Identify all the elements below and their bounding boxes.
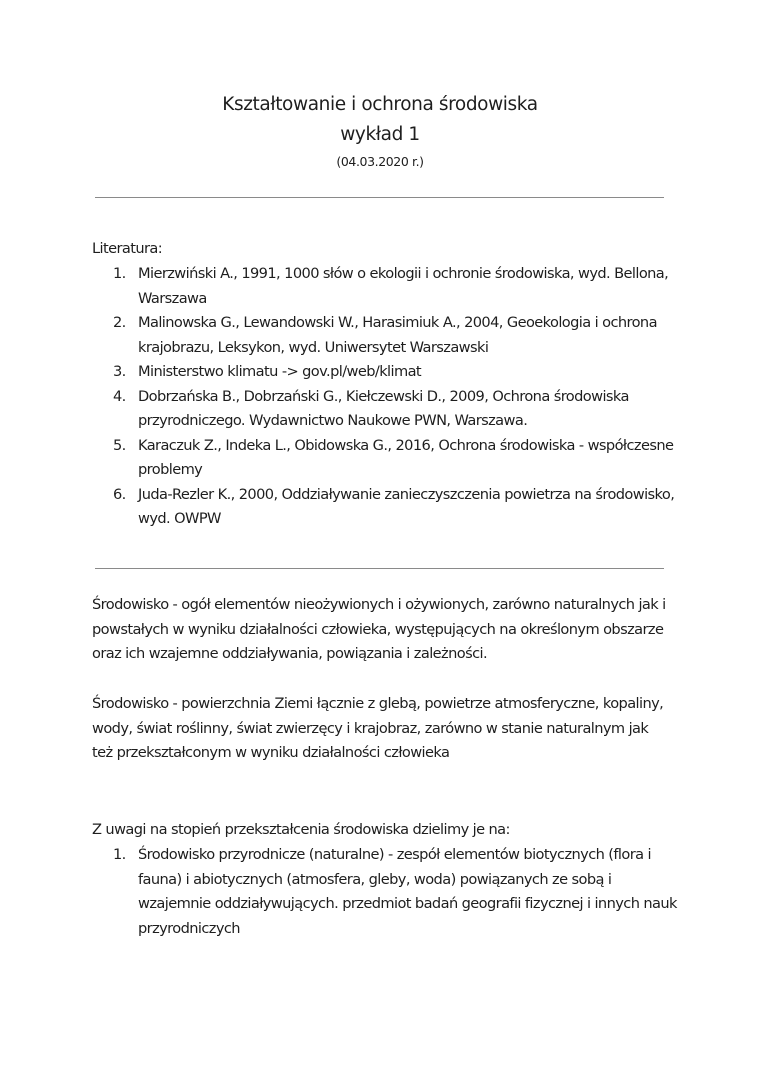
literature-item	[92, 385, 686, 434]
definition-text: Środowisko - ogół elementów nieożywionych i ożywionych, zarówno naturalnych jak i powstałych w wyniku działalności człowieka, występujących na określonym obszarze oraz ich wzajemne oddziaływania, powiązania i zależności.	[92, 596, 666, 662]
document-title: Kształtowanie i ochrona środowiska	[222, 94, 538, 115]
literature-item	[92, 360, 686, 385]
list-number: 1.	[113, 265, 126, 282]
division-heading: Z uwagi na stopień przekształcenia środowiska dzielimy je na:	[92, 821, 510, 838]
list-number: 6.	[113, 485, 126, 503]
list-number: 4.	[113, 387, 126, 405]
division-text: Środowisko przyrodnicze (naturalne) - zespół elementów biotycznych (flora i fauna) i abiotycznych (atmosfera, gleby, woda) powiązanych ze sobą i wzajemnie oddziaływujących. przedmiot badań geografii fizycznej i innych nauk przyrodniczych	[138, 846, 677, 937]
literature-text: Mierzwiński A., 1991, 1000 słów o ekologii i ochronie środowiska, wyd. Bellona, Warszawa	[138, 265, 669, 307]
literature-text: Karaczuk Z., Indeka L., Obidowska G., 2016, Ochrona środowiska - współczesne problemy	[138, 436, 674, 478]
literature-item	[92, 311, 686, 360]
literature-list	[92, 262, 675, 532]
lecture-number: wykład 1	[340, 124, 420, 145]
lecture-date: (04.03.2020 r.)	[336, 154, 424, 169]
divider-middle	[95, 568, 664, 569]
definition-paragraph-2	[92, 692, 672, 766]
list-number: 2.	[113, 314, 126, 331]
definition-text: Środowisko - powierzchnia Ziemi łącznie z glebą, powietrze atmosferyczne, kopaliny, wody, świat roślinny, świat zwierzęcy i krajobraz, zarówno w stanie naturalnym jak też przekształconym w wyniku działalności człowieka	[92, 695, 664, 761]
division-item	[92, 843, 678, 941]
list-number: 1.	[113, 846, 126, 863]
literature-heading: Literatura:	[92, 240, 163, 257]
literature-text: Dobrzańska B., Dobrzański G., Kiełczewski D., 2009, Ochrona środowiska przyrodniczego. Wydawnictwo Naukowe PWN, Warszawa.	[138, 387, 629, 429]
definition-paragraph-1	[92, 593, 672, 667]
literature-text: Juda-Rezler K., 2000, Oddziaływanie zanieczyszczenia powietrza na środowisko, wyd. OWPW	[138, 485, 675, 527]
literature-text: Malinowska G., Lewandowski W., Harasimiuk A., 2004, Geoekologia i ochrona krajobrazu, Leksykon, wyd. Uniwersytet Warszawski	[138, 314, 657, 356]
division-list	[92, 843, 677, 941]
literature-text: Ministerstwo klimatu -> gov.pl/web/klimat	[138, 363, 422, 380]
list-number: 3.	[113, 363, 126, 380]
literature-item	[92, 483, 686, 532]
literature-item	[92, 434, 686, 483]
divider-top	[95, 197, 664, 198]
literature-item	[92, 262, 686, 311]
list-number: 5.	[113, 436, 126, 454]
